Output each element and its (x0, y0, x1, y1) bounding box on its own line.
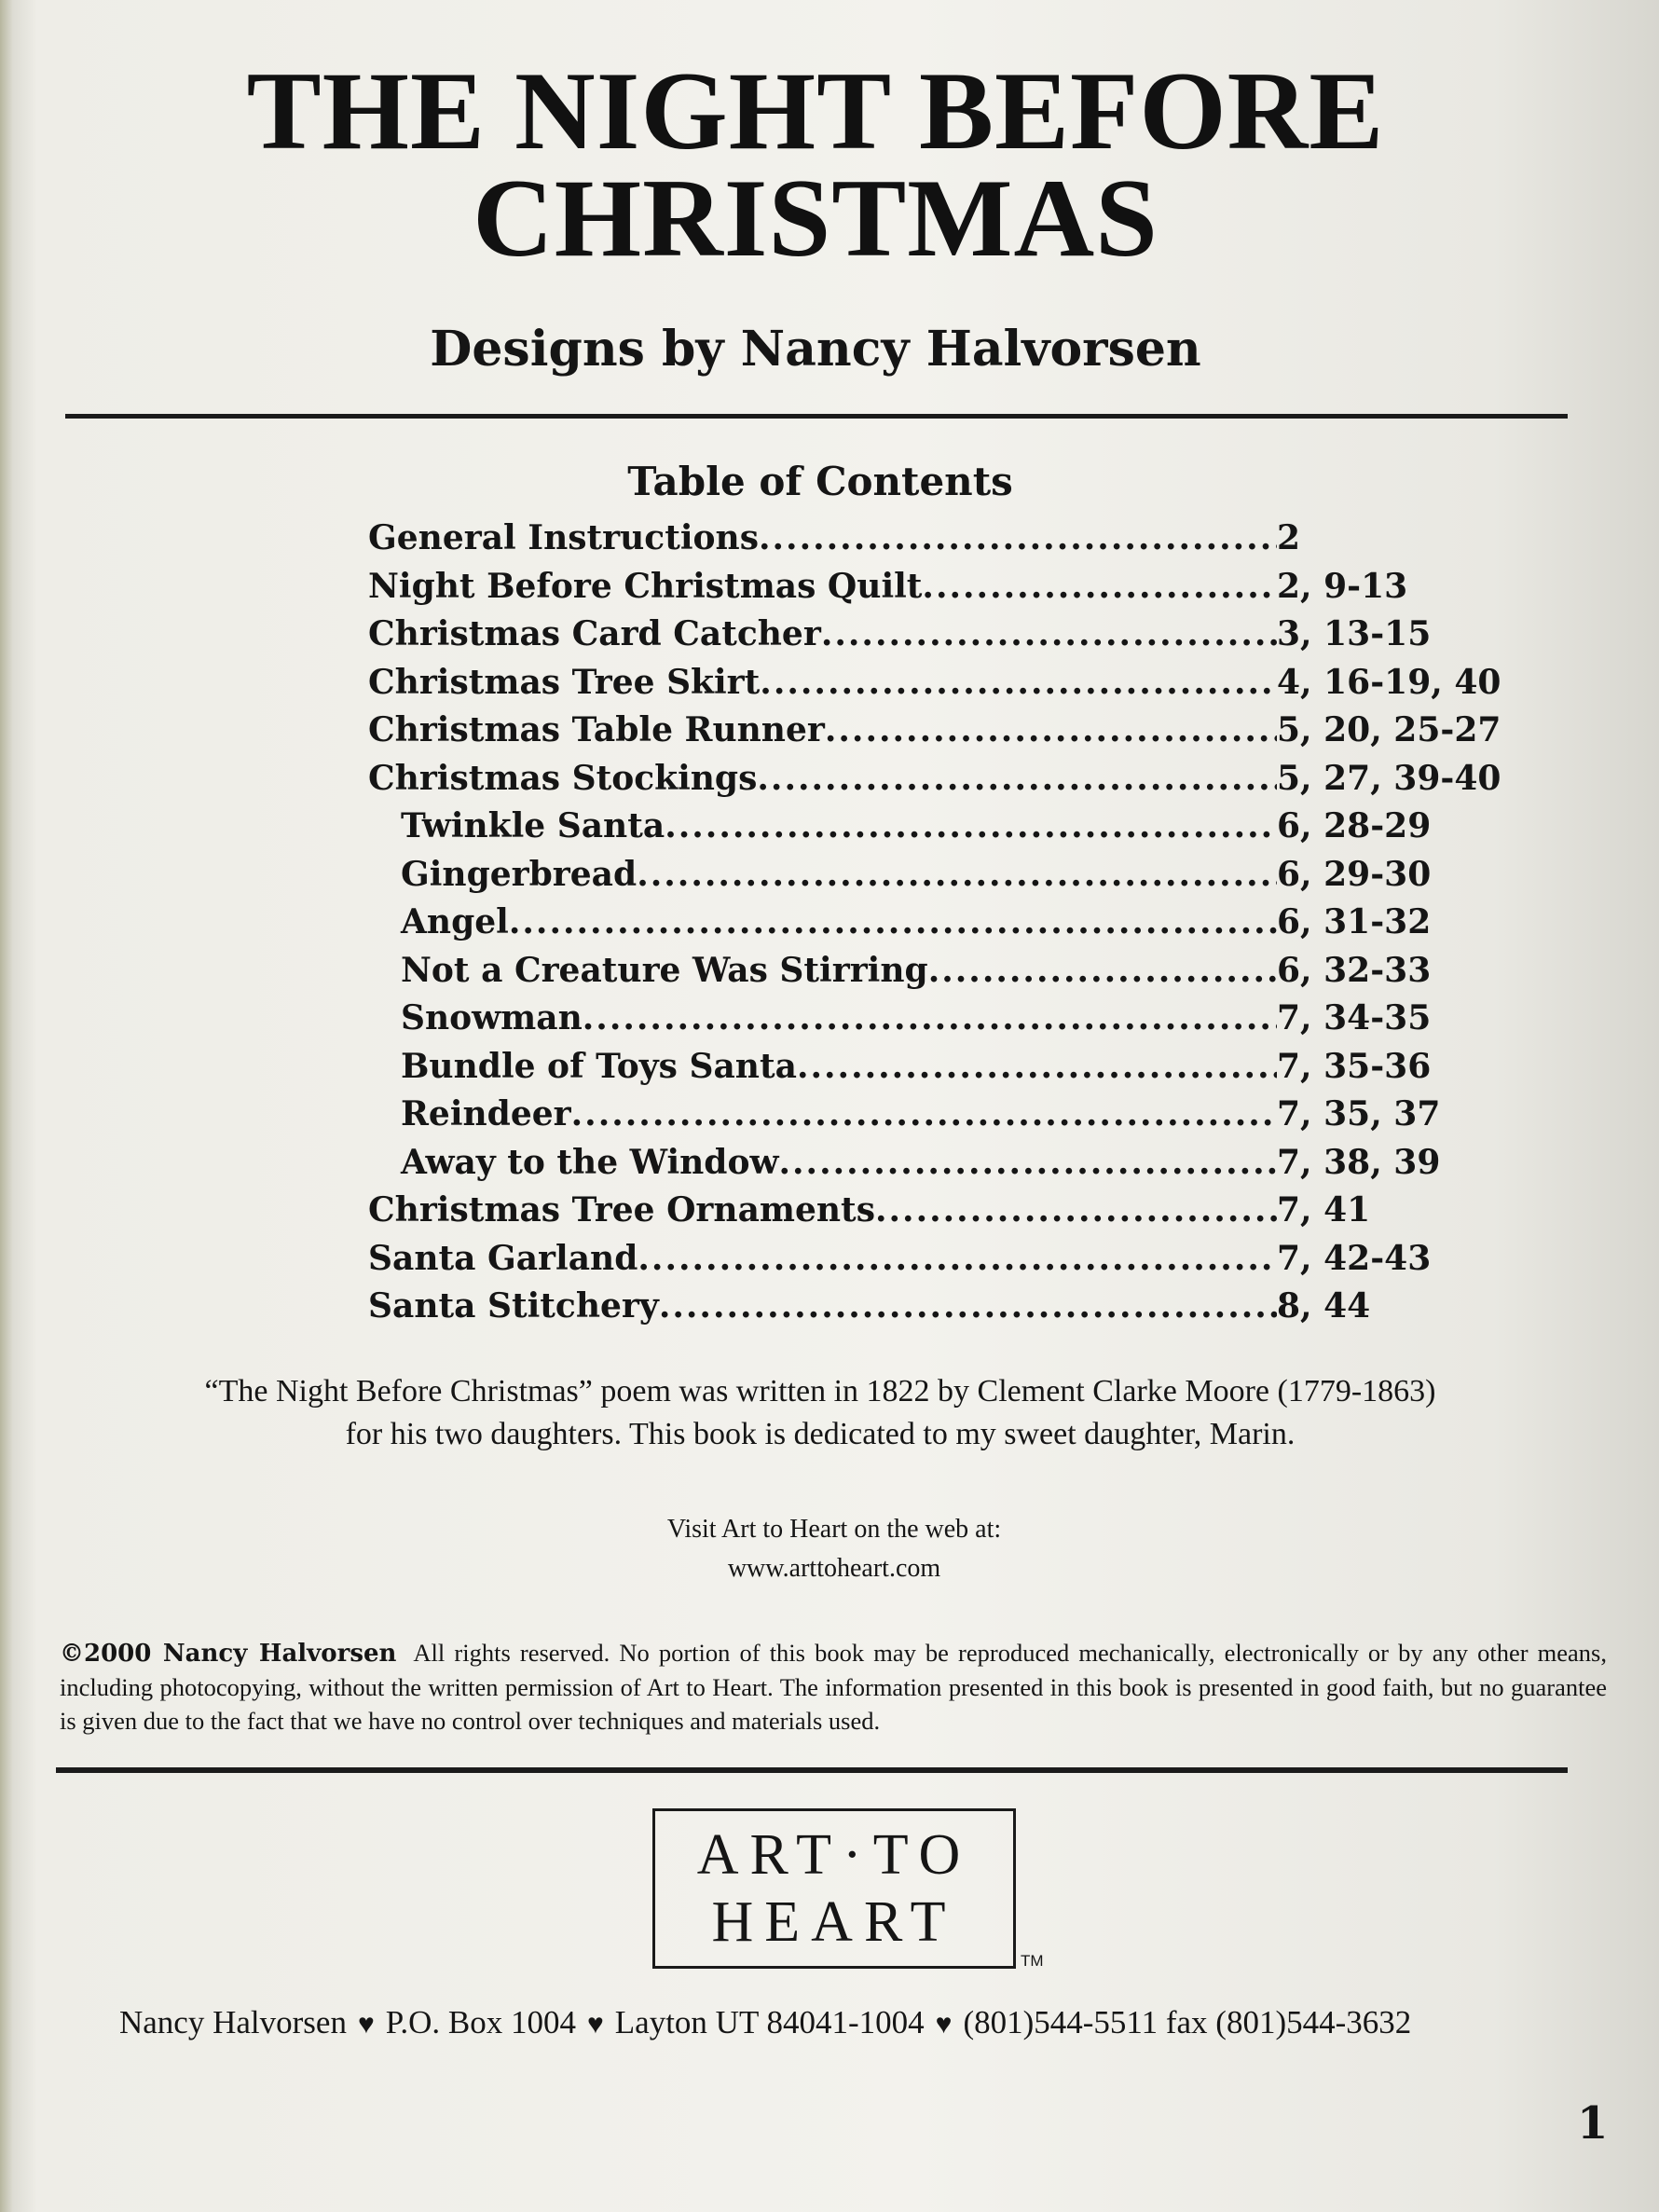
book-title-line-2: CHRISTMAS (473, 156, 1159, 280)
table-of-contents (368, 515, 1501, 1331)
toc-entry-pages: 6, 28-29 (1277, 806, 1432, 845)
toc-entry-pages: 4, 16-19, 40 (1277, 662, 1501, 702)
toc-entry-label: Christmas Table Runner (368, 710, 825, 749)
toc-entry (368, 707, 1501, 755)
toc-entry-pages: 7, 35-36 (1277, 1046, 1432, 1086)
toc-entry-label: Angel (401, 902, 509, 941)
toc-dot-leader (797, 1043, 1277, 1092)
toc-dot-leader (665, 803, 1277, 851)
trademark-mark: TM (1021, 1952, 1044, 1970)
book-title-line-1: THE NIGHT BEFORE (246, 48, 1385, 172)
toc-entry-label: Bundle of Toys Santa (401, 1046, 797, 1086)
website-label: Visit Art to Heart on the web at: (666, 1515, 1002, 1544)
book-subtitle: Designs by Nancy Halvorsen (430, 321, 1201, 378)
toc-entry-pages: 7, 35, 37 (1277, 1094, 1441, 1133)
toc-entry-pages: 6, 29-30 (1277, 854, 1432, 894)
toc-entry-pages: 6, 31-32 (1277, 902, 1432, 941)
toc-entry (368, 899, 1487, 947)
toc-dot-leader (928, 947, 1277, 996)
toc-entry (368, 1235, 1487, 1284)
toc-dot-leader (509, 899, 1277, 947)
toc-entry-label: Santa Garland (368, 1238, 638, 1278)
toc-entry-pages: 7, 42-43 (1277, 1238, 1432, 1278)
toc-entry (368, 563, 1487, 611)
toc-dot-leader (571, 1091, 1277, 1139)
page-number: 1 (1577, 2097, 1609, 2150)
toc-entry-pages: 3, 13-15 (1277, 614, 1432, 653)
address-phone-fax: (801)544-5511 fax (801)544-3632 (963, 2004, 1412, 2040)
toc-entry-label: Night Before Christmas Quilt (368, 566, 923, 606)
toc-dot-leader (757, 755, 1277, 804)
toc-entry-pages: 8, 44 (1277, 1286, 1371, 1326)
toc-entry (368, 947, 1487, 996)
address-city: Layton UT 84041-1004 (614, 2004, 925, 2040)
toc-entry-label: Away to the Window (401, 1142, 779, 1182)
toc-dot-leader (583, 995, 1277, 1043)
contact-address (119, 2004, 1573, 2041)
logo-line-2: HEART (711, 1890, 957, 1954)
address-po-box: P.O. Box 1004 (385, 2004, 576, 2040)
poem-note (0, 1370, 1640, 1456)
heart-icon: ♥ (935, 2009, 953, 2040)
toc-entry-pages: 7, 34-35 (1277, 998, 1432, 1037)
toc-entry (368, 851, 1487, 900)
art-to-heart-logo (652, 1808, 1016, 1969)
toc-entry (368, 803, 1487, 851)
toc-heading: Table of Contents (627, 459, 1013, 504)
toc-entry (368, 1139, 1487, 1188)
toc-entry-label: Snowman (401, 998, 583, 1037)
toc-entry-label: Christmas Card Catcher (368, 614, 821, 653)
toc-entry (368, 1187, 1487, 1235)
toc-entry (368, 755, 1501, 804)
toc-entry-label: Gingerbread (401, 854, 638, 894)
toc-entry-pages: 7, 38, 39 (1277, 1142, 1441, 1182)
toc-dot-leader (821, 611, 1277, 659)
logo-line-1: ART·TO (696, 1823, 972, 1887)
heart-icon: ♥ (586, 2009, 604, 2040)
toc-entry-label: General Instructions (368, 518, 759, 557)
toc-entry-label: Christmas Stockings (368, 758, 758, 798)
toc-entry-label: Santa Stitchery (368, 1286, 659, 1326)
toc-dot-leader (759, 515, 1277, 563)
poem-note-line-2: for his two daughters. This book is dedicated to my sweet daughter, Marin. (345, 1417, 1296, 1451)
heart-icon: ♥ (357, 2009, 375, 2040)
toc-entry-pages: 2 (1277, 518, 1301, 557)
toc-entry (368, 515, 1487, 563)
copyright-notice (60, 1636, 1607, 1738)
toc-dot-leader (637, 851, 1277, 900)
toc-entry (368, 1043, 1487, 1092)
toc-entry-label: Christmas Tree Skirt (368, 662, 761, 702)
toc-dot-leader (825, 707, 1277, 755)
toc-entry-label: Twinkle Santa (401, 806, 665, 845)
toc-dot-leader (638, 1235, 1277, 1284)
toc-entry-pages: 5, 27, 39-40 (1277, 758, 1501, 798)
toc-entry (368, 611, 1487, 659)
toc-entry-pages: 7, 41 (1277, 1190, 1371, 1230)
toc-entry (368, 1091, 1487, 1139)
website-note (0, 1510, 1659, 1588)
toc-entry-pages: 2, 9-13 (1277, 566, 1408, 606)
toc-entry (368, 995, 1487, 1043)
toc-dot-leader (922, 563, 1277, 611)
toc-dot-leader (760, 659, 1277, 708)
address-name: Nancy Halvorsen (119, 2004, 347, 2040)
toc-entry-label: Christmas Tree Ornaments (368, 1190, 875, 1230)
toc-entry-pages: 6, 32-33 (1277, 950, 1432, 990)
toc-entry (368, 1283, 1487, 1331)
copyright-owner: ©2000 Nancy Halvorsen (60, 1640, 397, 1668)
top-divider (65, 414, 1568, 419)
poem-note-line-1: “The Night Before Christmas” poem was written in 1822 by Clement Clarke Moore (1779-1863) (204, 1374, 1436, 1408)
toc-dot-leader (659, 1283, 1277, 1331)
bottom-divider (56, 1767, 1568, 1773)
toc-entry (368, 659, 1501, 708)
toc-entry-label: Reindeer (401, 1094, 571, 1133)
toc-entry-pages: 5, 20, 25-27 (1277, 710, 1501, 749)
copyright-text: All rights reserved. No portion of this book may be reproduced mechanically, electronically or by any other means, including photocopying, without the written permission of Art to Heart. The information presented in this book is presented in good faith, but no guarantee is given due to the fact that we have no control over techniques and materials used. (60, 1639, 1607, 1735)
toc-dot-leader (875, 1187, 1277, 1235)
toc-dot-leader (778, 1139, 1277, 1188)
toc-entry-label: Not a Creature Was Stirring (401, 950, 928, 990)
website-url[interactable]: www.arttoheart.com (727, 1554, 941, 1583)
